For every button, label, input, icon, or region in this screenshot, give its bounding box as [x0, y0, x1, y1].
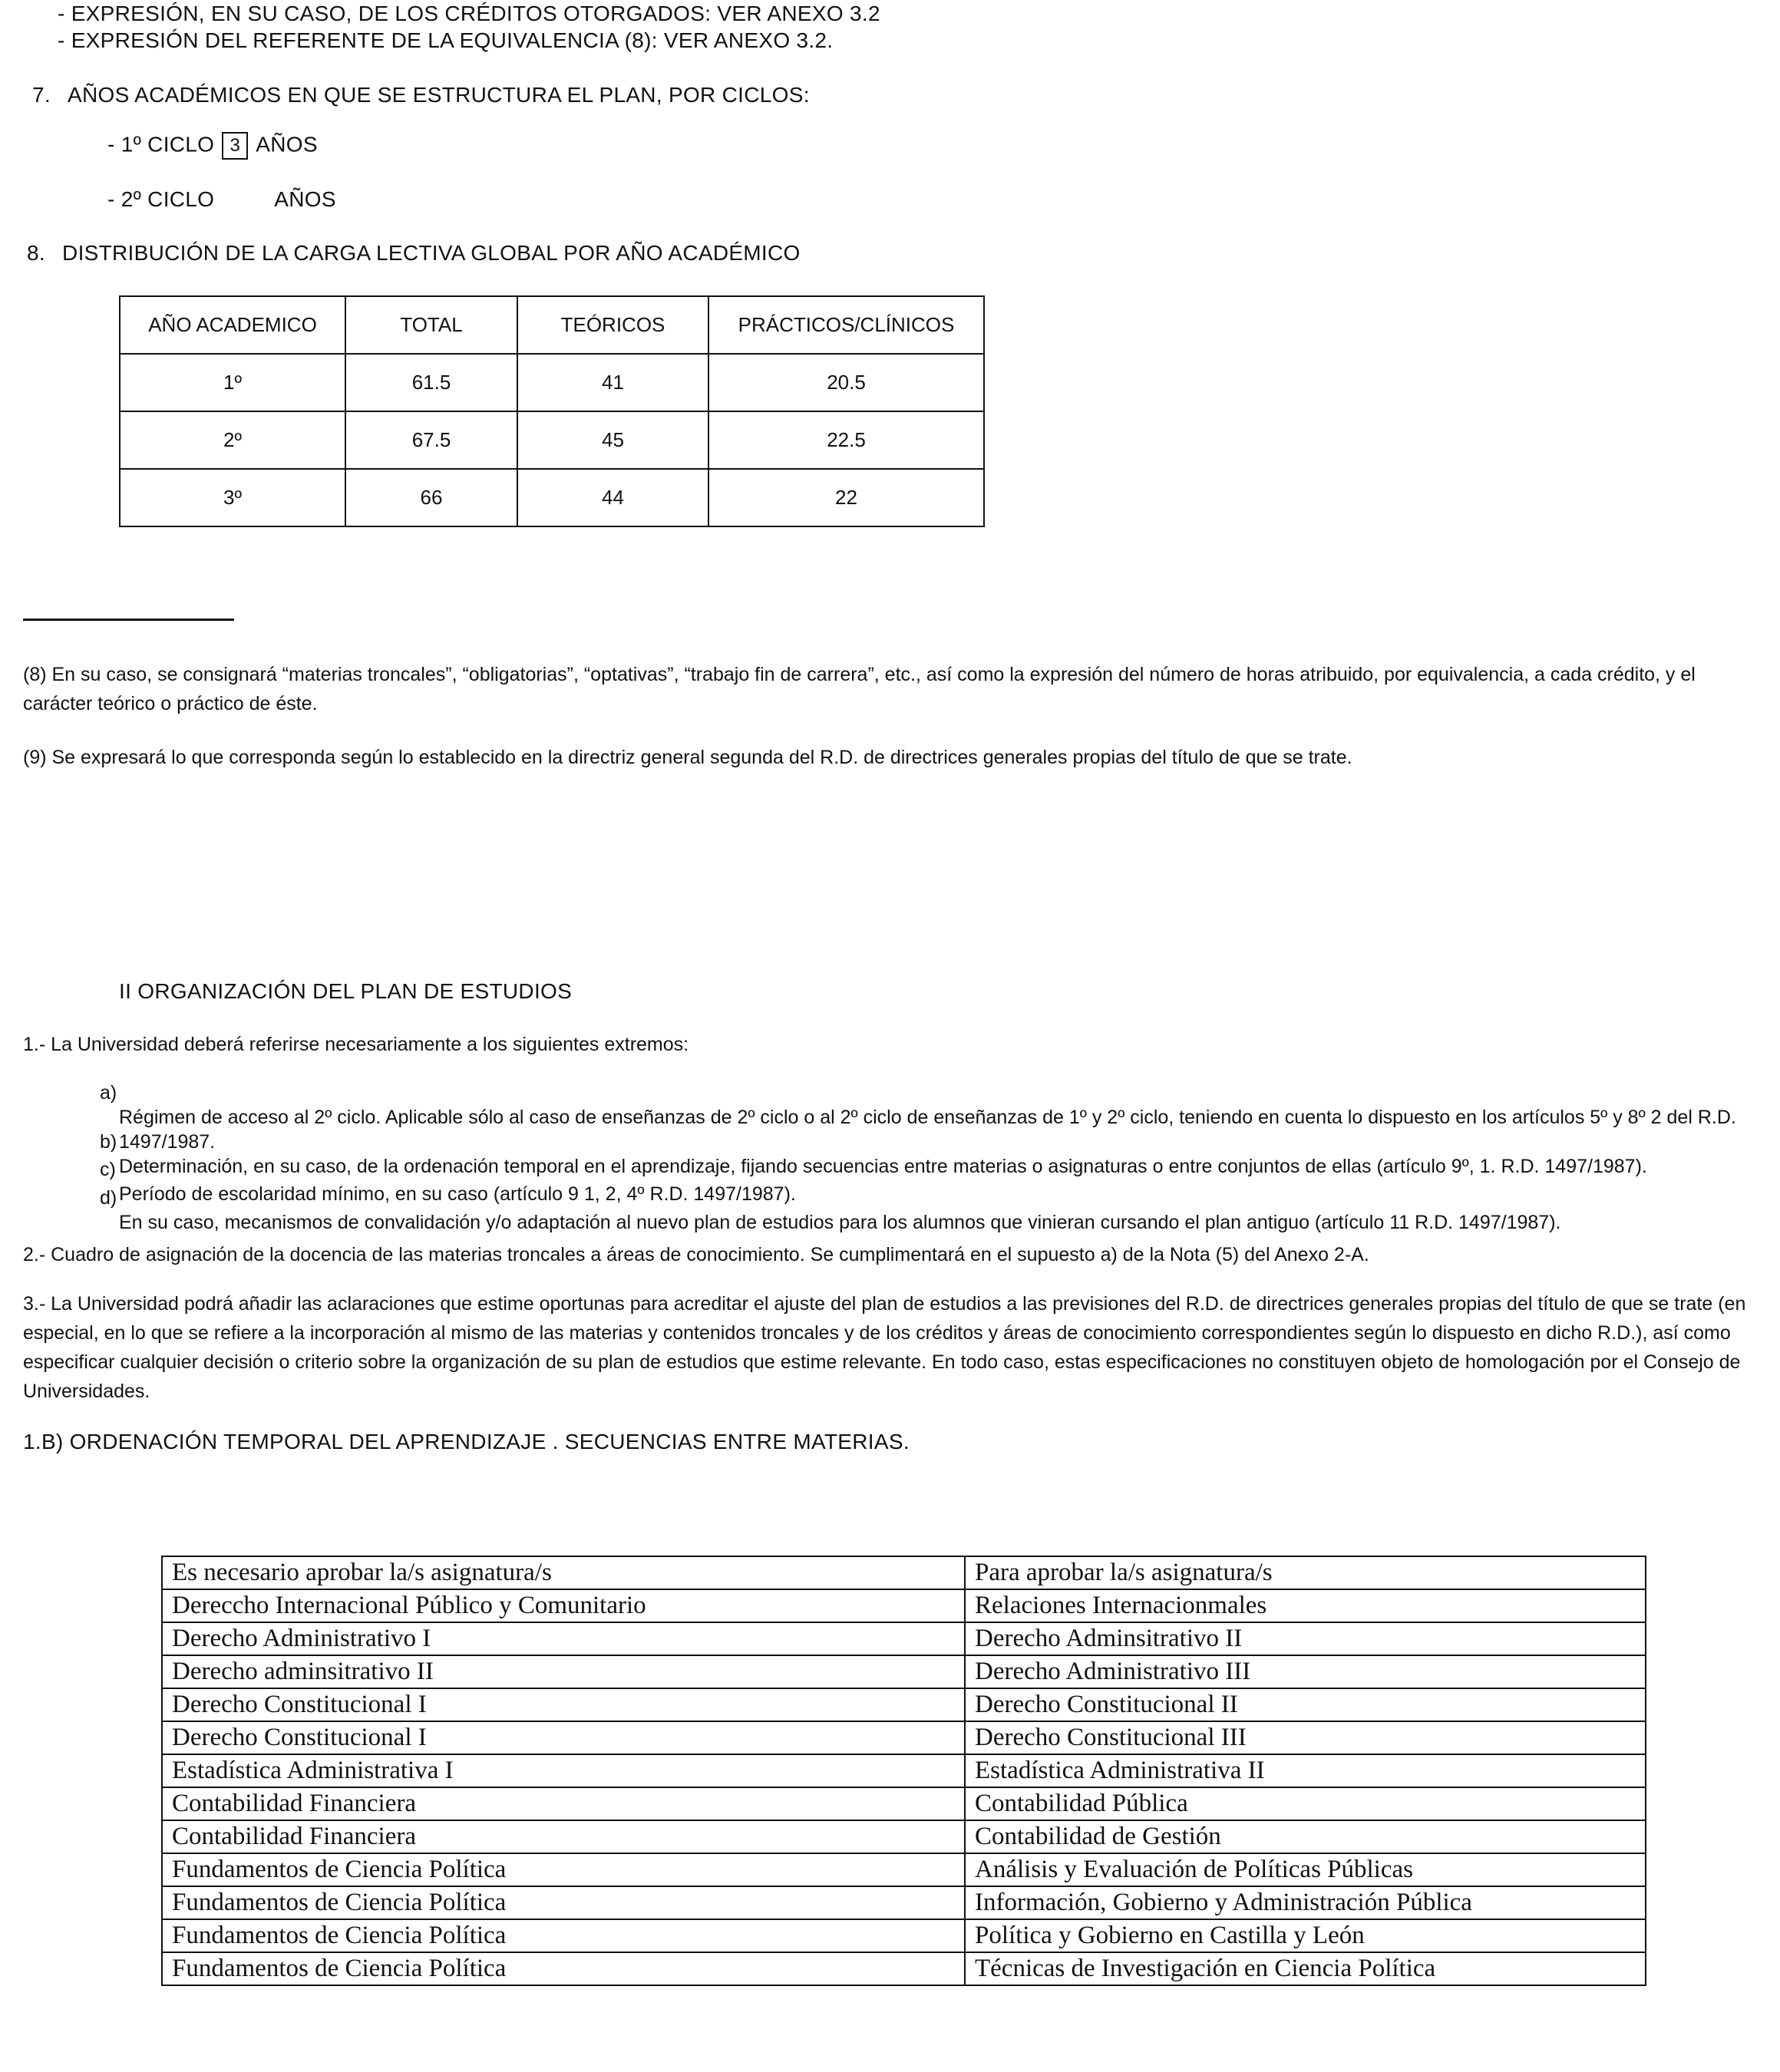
section8-number: 8.: [27, 241, 45, 265]
header-practicos: PRÁCTICOS/CLÍNICOS: [708, 296, 984, 354]
table-row: [120, 411, 984, 469]
header-teoricos: TEÓRICOS: [517, 296, 708, 354]
cell-total: 67.5: [345, 411, 517, 469]
ciclo2-unit: AÑOS: [274, 187, 336, 211]
table-row: [162, 1919, 1646, 1952]
table-row: [162, 1589, 1646, 1622]
cell-prerequisite: Derecho Administrativo I: [162, 1622, 965, 1655]
cell-prerequisite: Fundamentos de Ciencia Política: [162, 1853, 965, 1886]
header-ano: AÑO ACADEMICO: [120, 296, 345, 354]
table-header-row: [120, 296, 984, 354]
item-text: Período de escolaridad mínimo, en su caso (artículo 9 1, 2, 4º R.D. 1497/1987).: [119, 1183, 796, 1205]
table-row: [162, 1820, 1646, 1853]
cell-ano: 2º: [120, 411, 345, 469]
section1b-title: 1.B) ORDENACIÓN TEMPORAL DEL APRENDIZAJE . SECUENCIAS ENTRE MATERIAS.: [23, 1430, 910, 1453]
table-row: [162, 1886, 1646, 1919]
cell-teoricos: 44: [517, 469, 708, 526]
footnote-rule: [23, 619, 234, 621]
header-prerequisite: Es necesario aprobar la/s asignatura/s: [162, 1556, 965, 1589]
header-target: Para aprobar la/s asignatura/s: [965, 1556, 1646, 1589]
table-row: [162, 1655, 1646, 1688]
cell-prerequisite: Derecho adminsitrativo II: [162, 1655, 965, 1688]
cell-prerequisite: Contabilidad Financiera: [162, 1787, 965, 1820]
cell-ano: 1º: [120, 354, 345, 411]
table-row: [162, 1688, 1646, 1721]
section7-number: 7.: [32, 83, 51, 107]
cell-total: 66: [345, 469, 517, 526]
item-text: Determinación, en su caso, de la ordenación temporal en el aprendizaje, fijando secuencias entre materias o asignaturas o entre conjuntos de ellas (artículo 9º, 1. R.D. 1497/1987).: [119, 1156, 1647, 1177]
section2-paragraph-3: 3.- La Universidad podrá añadir las aclaraciones que estime oportunas para acreditar el ajuste del plan de estudios a las previsiones del R.D. de directrices generales propias del título de que se trate (en especial, en lo que se refiere a la incorporación al mismo de las materias y contenidos troncales y de los créditos y áreas de conocimiento correspondientes según lo dispuesto en dicho R.D.), así como especificar cualquier decisión o criterio sobre la organización de su plan de estudios que estime relevante. En todo caso, estas especificaciones no constituyen objeto de homologación por el Consejo de Universidades.: [23, 1293, 1746, 1402]
cell-prerequisite: Fundamentos de Ciencia Política: [162, 1886, 965, 1919]
cell-prerequisite: Estadística Administrativa I: [162, 1754, 965, 1787]
ciclo1-label: - 1º CICLO: [107, 132, 215, 157]
cell-target: Política y Gobierno en Castilla y León: [965, 1919, 1646, 1952]
cell-target: Información, Gobierno y Administración Pública: [965, 1886, 1646, 1919]
ciclo1-unit: AÑOS: [256, 132, 318, 157]
ciclo2-line: [107, 187, 336, 212]
cell-target: Derecho Adminsitrativo II: [965, 1622, 1646, 1655]
cell-target: Derecho Administrativo III: [965, 1655, 1646, 1688]
header-total: TOTAL: [345, 296, 517, 354]
cell-total: 61.5: [345, 354, 517, 411]
item-text: Régimen de acceso al 2º ciclo. Aplicable sólo al caso de enseñanzas de 2º ciclo o al 2º ciclo de enseñanzas de 1º y 2º ciclo, teniendo en cuenta lo dispuesto en los artículos 5º y 8º 2 del R.D. 1497/1987.: [119, 1107, 1736, 1153]
item-label: a): [100, 1082, 117, 1104]
cell-teoricos: 41: [517, 354, 708, 411]
table-row: [162, 1853, 1646, 1886]
cell-practicos: 20.5: [708, 354, 984, 411]
cell-prerequisite: Fundamentos de Ciencia Política: [162, 1952, 965, 1985]
cell-prerequisite: Derecho Constitucional I: [162, 1721, 965, 1754]
section7-title: AÑOS ACADÉMICOS EN QUE SE ESTRUCTURA EL PLAN, POR CICLOS:: [68, 83, 810, 107]
table-row: [162, 1721, 1646, 1754]
header-line-equivalence: - EXPRESIÓN DEL REFERENTE DE LA EQUIVALENCIA (8): VER ANEXO 3.2.: [58, 28, 834, 52]
ciclo1-years-box: 3: [222, 132, 248, 160]
cell-prerequisite: Derecho Constitucional I: [162, 1688, 965, 1721]
ciclo2-label: - 2º CICLO: [107, 187, 215, 211]
footnote-8: (8) En su caso, se consignará “materias troncales”, “obligatorias”, “optativas”, “trabajo fin de carrera”, etc., así como la expresión del número de horas atribuido, por equivalencia, a cada crédito, y el carácter teórico o práctico de éste.: [23, 664, 1696, 714]
cell-target: Técnicas de Investigación en Ciencia Política: [965, 1952, 1646, 1985]
table-row: [120, 354, 984, 411]
ciclo1-line: [107, 132, 318, 160]
item-label: c): [100, 1159, 116, 1180]
section2-title: II ORGANIZACIÓN DEL PLAN DE ESTUDIOS: [119, 979, 573, 1003]
table-row: [162, 1952, 1646, 1985]
cell-target: Relaciones Internacionmales: [965, 1589, 1646, 1622]
cell-target: Contabilidad Pública: [965, 1787, 1646, 1820]
table-row: [162, 1787, 1646, 1820]
cell-prerequisite: Dereccho Internacional Público y Comunitario: [162, 1589, 965, 1622]
carga-lectiva-table: [119, 295, 985, 527]
table-row: [162, 1754, 1646, 1787]
cell-target: Análisis y Evaluación de Políticas Públicas: [965, 1853, 1646, 1886]
secuencias-table: [161, 1556, 1646, 1986]
header-line-credits: - EXPRESIÓN, EN SU CASO, DE LOS CRÉDITOS OTORGADOS: VER ANEXO 3.2: [58, 2, 880, 25]
list-item: [100, 1186, 1780, 1235]
cell-teoricos: 45: [517, 411, 708, 469]
cell-prerequisite: Fundamentos de Ciencia Política: [162, 1919, 965, 1952]
cell-target: Contabilidad de Gestión: [965, 1820, 1646, 1853]
table-row: [120, 469, 984, 526]
cell-target: Estadística Administrativa II: [965, 1754, 1646, 1787]
section7-heading: [32, 83, 810, 107]
section2-paragraph-2: 2.- Cuadro de asignación de la docencia de las materias troncales a áreas de conocimiento. Se cumplimentará en el supuesto a) de la Nota (5) del Anexo 2-A.: [23, 1244, 1369, 1265]
item-label: b): [100, 1131, 117, 1153]
cell-practicos: 22.5: [708, 411, 984, 469]
item-label: d): [100, 1187, 117, 1209]
section2-paragraph-1: 1.- La Universidad deberá referirse necesariamente a los siguientes extremos:: [23, 1034, 689, 1055]
cell-target: Derecho Constitucional III: [965, 1721, 1646, 1754]
table-row: [162, 1622, 1646, 1655]
cell-ano: 3º: [120, 469, 345, 526]
cell-target: Derecho Constitucional II: [965, 1688, 1646, 1721]
table-header-row: [162, 1556, 1646, 1589]
footnote-9: (9) Se expresará lo que corresponda según lo establecido en la directriz general segunda del R.D. de directrices generales propias del título de que se trate.: [23, 747, 1352, 768]
cell-practicos: 22: [708, 469, 984, 526]
item-text: En su caso, mecanismos de convalidación y/o adaptación al nuevo plan de estudios para los alumnos que vinieran cursando el plan antiguo (artículo 11 R.D. 1497/1987).: [119, 1212, 1561, 1233]
section8-title: DISTRIBUCIÓN DE LA CARGA LECTIVA GLOBAL POR AÑO ACADÉMICO: [62, 241, 801, 265]
section8-heading: [27, 241, 801, 266]
cell-prerequisite: Contabilidad Financiera: [162, 1820, 965, 1853]
